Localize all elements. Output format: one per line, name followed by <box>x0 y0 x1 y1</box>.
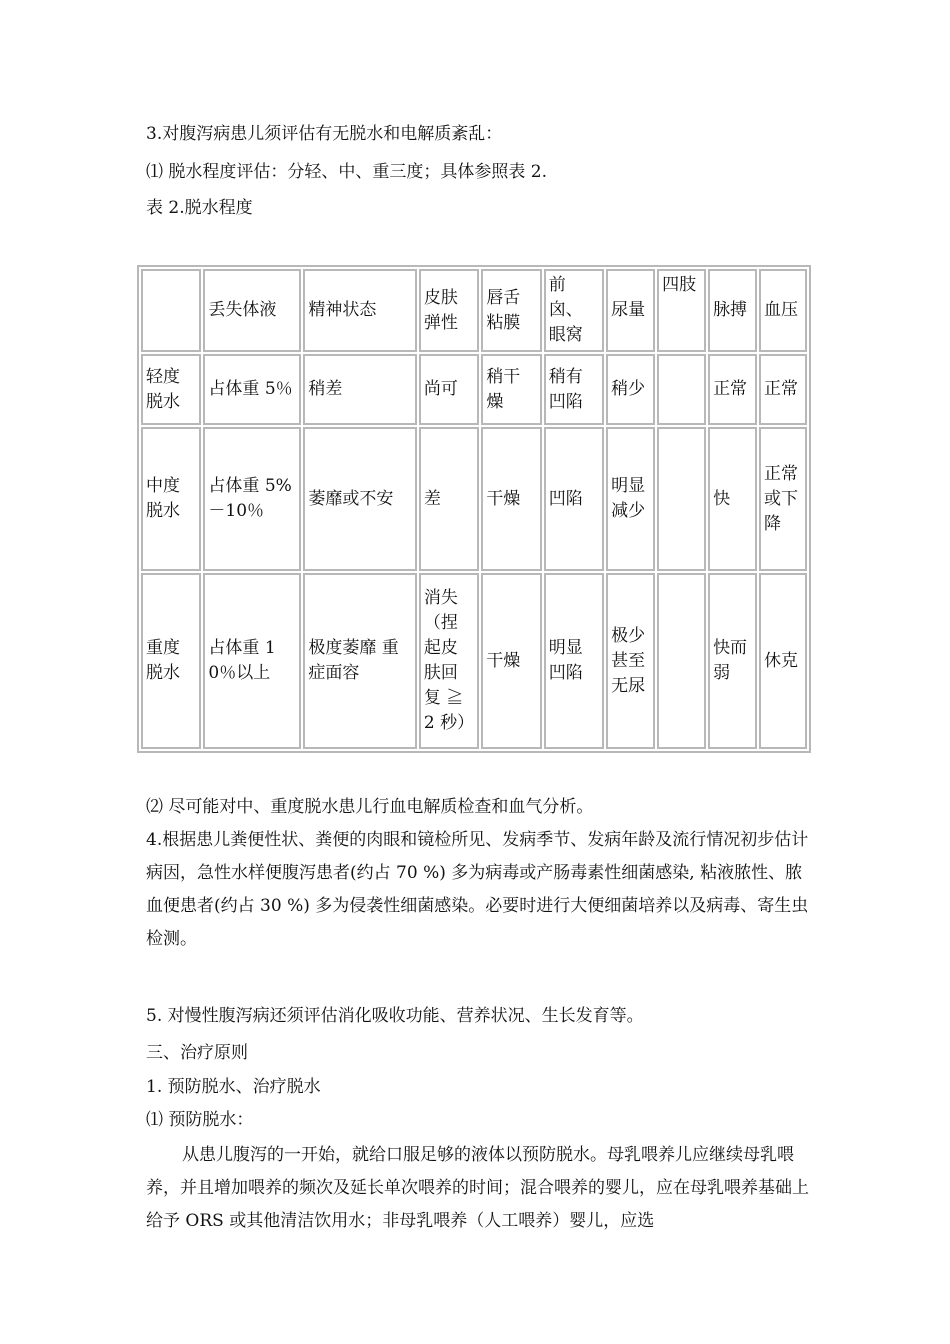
section-heading-treatment: 三、治疗原则 <box>146 1043 248 1063</box>
etiology-paragraph: 4.根据患儿粪便性状、粪便的肉眼和镜检所见、发病季节、发病年龄及流行情况初步估计病因，急性水样便腹泻患者(约占 70 %) 多为病毒或产肠毒素性细菌感染, 粘液脓性、脓血便患者(约占 30 %) 多为侵袭性细菌感染。必要时进行大便细菌培养以及病毒、寄生虫检测。 <box>146 830 809 949</box>
table-cell <box>657 354 706 425</box>
dehydration-table <box>137 265 811 753</box>
table-cell: 正常或下降 <box>759 427 807 571</box>
table-row <box>141 573 807 749</box>
table-cell: 干燥 <box>481 427 541 571</box>
table-cell: 明显凹陷 <box>544 573 604 749</box>
table-cell: 休克 <box>759 573 807 749</box>
table-cell: 正常 <box>759 354 807 425</box>
table-cell: 稍差 <box>303 354 417 425</box>
header-cell: 精神状态 <box>303 269 417 352</box>
table-cell: 正常 <box>708 354 757 425</box>
table-cell: 萎靡或不安 <box>303 427 417 571</box>
table-cell: 明显减少 <box>606 427 655 571</box>
header-cell: 四肢 <box>657 269 706 352</box>
table-cell: 中度脱水 <box>141 427 201 571</box>
table-cell: 差 <box>419 427 479 571</box>
header-cell: 皮肤弹性 <box>419 269 479 352</box>
table-cell: 快而弱 <box>708 573 757 749</box>
section-heading-3: 3.对腹泻病患儿须评估有无脱水和电解质紊乱： <box>146 124 503 144</box>
header-cell: 前囟、眼窝 <box>544 269 604 352</box>
table-header-row <box>141 269 807 352</box>
table-cell: 占体重 10％以上 <box>203 573 301 749</box>
header-cell: 脉搏 <box>708 269 757 352</box>
chronic-diarrhea-paragraph: 5. 对慢性腹泻病还须评估消化吸收功能、营养状况、生长发育等。 <box>146 1006 644 1026</box>
subheading-prevent-treat: 1. 预防脱水、治疗脱水 <box>146 1077 321 1097</box>
dehydration-assessment-item: ⑴ 脱水程度评估：分轻、中、重三度；具体参照表 2. <box>146 162 548 182</box>
table-cell: 占体重 5％ <box>203 354 301 425</box>
header-cell: 唇舌粘膜 <box>481 269 541 352</box>
header-cell: 尿量 <box>606 269 655 352</box>
electrolyte-item: ⑵ 尽可能对中、重度脱水患儿行血电解质检查和血气分析。 <box>146 797 594 817</box>
table-cell: 稍少 <box>606 354 655 425</box>
table-row <box>141 427 807 571</box>
table-cell: 轻度脱水 <box>141 354 201 425</box>
table-cell: 消失（捏起皮肤回复 ≧ 2 秒） <box>419 573 479 749</box>
table-cell: 占体重 5%－10％ <box>203 427 301 571</box>
table-cell <box>657 427 706 571</box>
table-cell: 凹陷 <box>544 427 604 571</box>
prevention-paragraph: 从患儿腹泻的一开始，就给口服足够的液体以预防脱水。母乳喂养儿应继续母乳喂养，并且增加喂养的频次及延长单次喂养的时间；混合喂养的婴儿，应在母乳喂养基础上给予 ORS 或其他清洁饮用水；非母乳喂养（人工喂养）婴儿，应选 <box>146 1145 809 1231</box>
table-cell <box>657 573 706 749</box>
header-cell: 丢失体液 <box>203 269 301 352</box>
table-cell: 尚可 <box>419 354 479 425</box>
table-caption: 表 2.脱水程度 <box>146 198 253 218</box>
table-cell: 稍干燥 <box>481 354 541 425</box>
header-cell <box>141 269 201 352</box>
table-row <box>141 354 807 425</box>
subheading-prevent: ⑴ 预防脱水： <box>146 1110 254 1130</box>
table-cell: 干燥 <box>481 573 541 749</box>
table-cell: 稍有凹陷 <box>544 354 604 425</box>
table-cell: 极度萎靡 重症面容 <box>303 573 417 749</box>
table-cell: 极少甚至无尿 <box>606 573 655 749</box>
table-cell: 重度脱水 <box>141 573 201 749</box>
header-cell: 血压 <box>759 269 807 352</box>
table-cell: 快 <box>708 427 757 571</box>
